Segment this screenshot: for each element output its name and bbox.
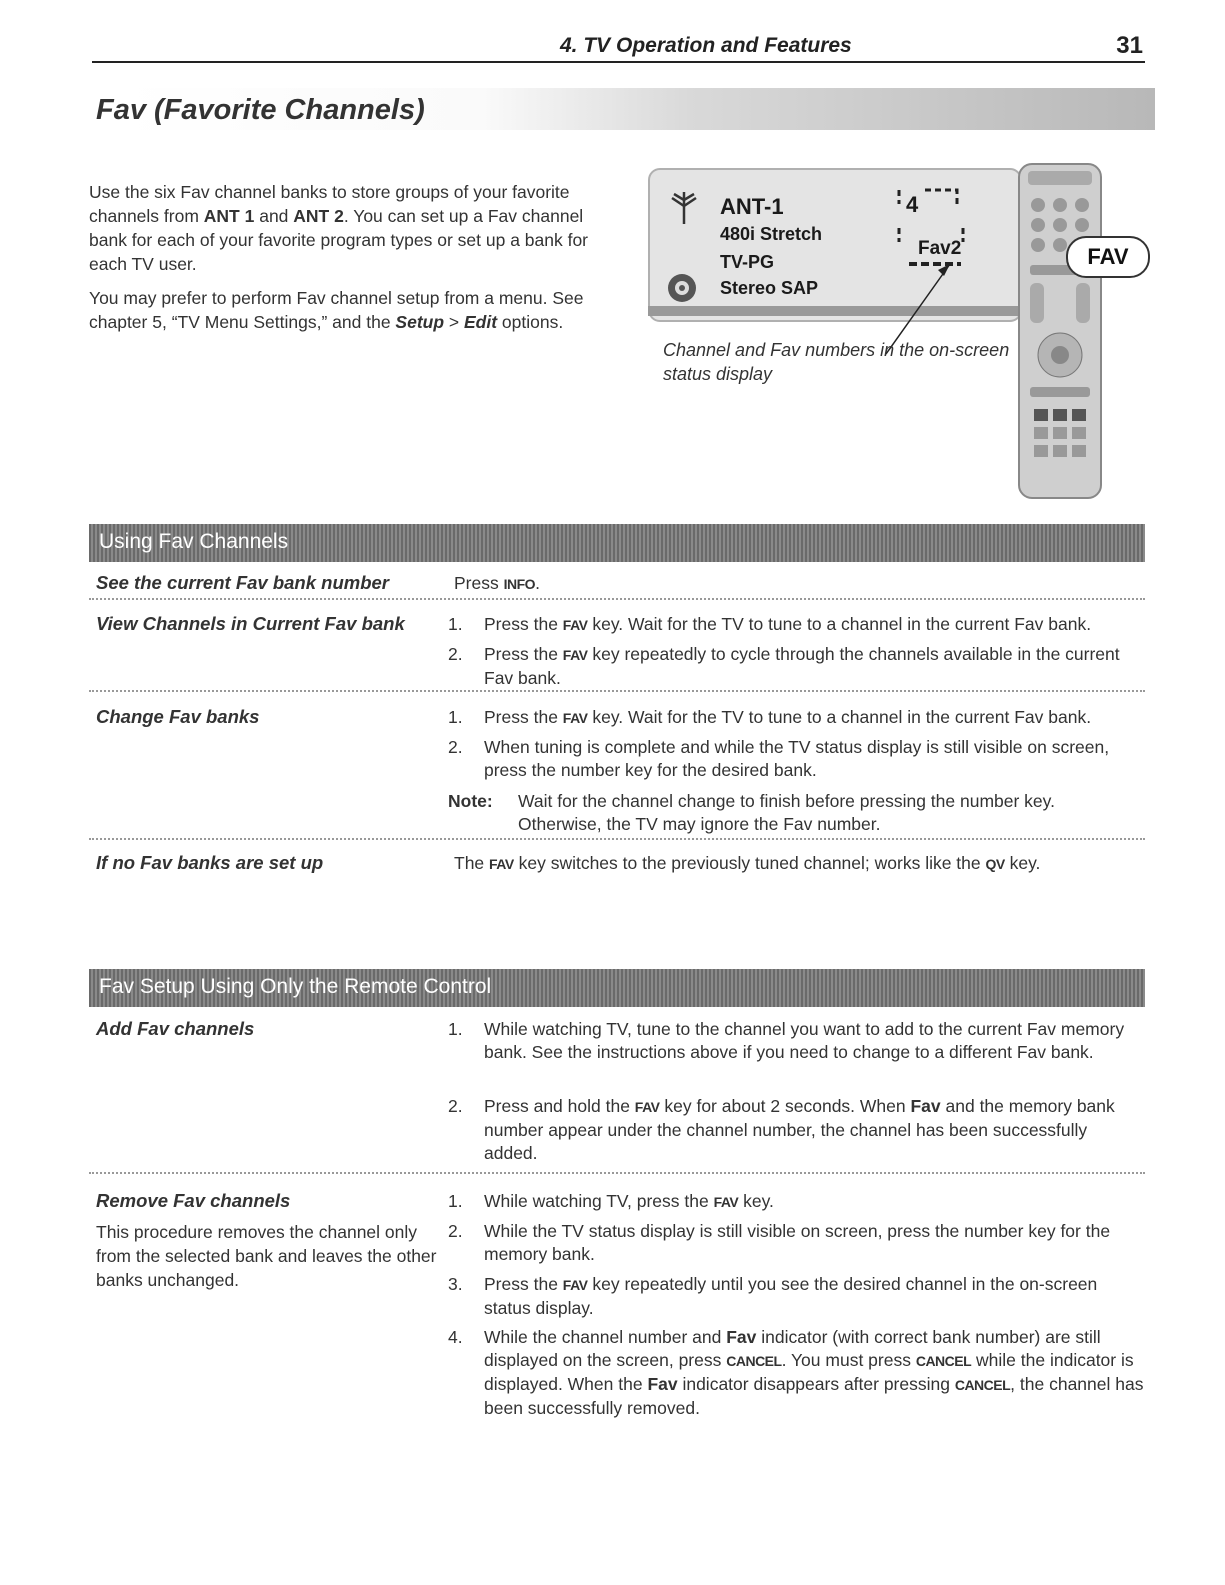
fav-word: Fav [910,1096,941,1116]
osd-audio-label: Stereo SAP [720,278,819,298]
header-rule [92,61,1145,63]
intro-text [89,180,609,344]
row-divider [89,838,1145,840]
item-text: While watching TV, tune to the channel you want to add to the current Fav memory bank. See the instructions above if you need to change to a different Fav bank. [484,1019,1125,1062]
row-label: View Channels in Current Fav bank [96,613,405,634]
edit-label: Edit [464,312,498,332]
item-text-part: indicator disappears after pressing [677,1374,955,1394]
osd-format-label: 480i Stretch [720,224,823,244]
intro-p2-text: You may prefer to perform Fav channel setup from a menu. See chapter 5, “TV Menu Settings,” and the [89,288,584,332]
item-text-part: key. Wait for the TV to tune to a channel in the current Fav bank. [587,707,1092,727]
intro-p2-text-2: options. [497,312,564,332]
fav-key-label: FAV [562,1277,588,1293]
antenna-icon [664,188,704,228]
item-text-part: Press the [484,644,563,664]
fav-key-label: FAV [562,647,588,663]
item-text-part: indicator (with correct bank number) are still displayed on the screen, press [484,1327,1101,1370]
figure-caption: Channel and Fav numbers in the on-screen status display [663,340,1010,384]
item-text-part: key for about 2 seconds. When [659,1096,911,1116]
desc-text: Press [454,573,504,593]
item-text-part: key repeatedly until you see the desired channel in the on-screen status display. [484,1274,1098,1318]
chapter-title: 4. TV Operation and Features [560,34,852,57]
desc-text: . [535,573,540,593]
intro-p1-text-2: . You can set up a Fav channel bank for each of your favorite program types or set up a bank for each TV user. [89,206,589,274]
item-number: 2. [448,644,463,664]
desc-text: key switches to the previously tuned channel; works like the [513,853,986,873]
desc-text: The [454,853,490,873]
ant1-label: ANT 1 [203,206,255,226]
item-number: 1. [448,614,463,634]
item-text [484,1190,1144,1214]
osd-rating-label: TV-PG [720,252,775,272]
table-title: Using Fav Channels [99,530,289,553]
setup-label: Setup [395,312,445,332]
intro-paragraph-2 [89,286,609,334]
item-number: 1. [448,1191,463,1211]
cancel-key-label: CANCEL [915,1353,972,1369]
table-banner-fav-setup [89,969,1145,1007]
item-text [484,1273,1144,1320]
item-number: 3. [448,1274,463,1294]
row-label: If no Fav banks are set up [96,852,324,873]
fav-key-callout: FAV [1066,236,1150,278]
fav-key-label: FAV [713,1194,739,1210]
row-sublabel: This procedure removes the channel only from the selected bank and leaves the other banks unchanged. [96,1222,437,1290]
desc-text: key. [1004,853,1041,873]
fav-key-label: FAV [489,856,514,872]
cancel-key-label: CANCEL [726,1353,782,1369]
item-text [484,643,1144,690]
fav-key-label: FAV [562,710,588,726]
item-text-part: , the channel has been successfully removed. [484,1374,1144,1418]
item-text-part: While the channel number and [484,1327,727,1347]
item-text-part: and the memory bank number appear under the channel number, the channel has been successfully added. [484,1096,1115,1163]
item-text-part: Press and hold the [484,1096,635,1116]
osd-input-label: ANT-1 [720,194,784,219]
fav-word: Fav [726,1327,757,1347]
row-label: Add Fav channels [96,1018,255,1039]
intro-p1-text: Use the six Fav channel banks to store groups of your favorite channels from [89,182,570,226]
item-text [484,1095,1144,1165]
item-text-part: key. [738,1191,774,1211]
row-label: Remove Fav channels [96,1190,291,1211]
section-title: Fav (Favorite Channels) [96,94,425,126]
fav-key-label: FAV [562,617,588,633]
item-number: 2. [448,737,463,757]
item-text [484,706,1144,730]
ant2-label: ANT 2 [293,206,344,226]
speaker-icon [664,270,700,306]
item-text-part: key. Wait for the TV to tune to a channel in the current Fav bank. [587,614,1092,634]
item-text-part: Press the [484,1274,563,1294]
row-divider [89,690,1145,692]
intro-p1-and: and [254,206,294,226]
table-title: Fav Setup Using Only the Remote Control [99,975,492,998]
cancel-key-label: CANCEL [954,1377,1011,1393]
row-label: Change Fav banks [96,706,260,727]
table-banner-using-fav [89,524,1145,562]
intro-paragraph-1 [89,180,609,276]
row-description [454,572,540,596]
remote-control-image [1018,163,1102,499]
item-text-part: Press the [484,707,563,727]
item-text [484,1326,1144,1420]
item-text: While the TV status display is still visible on screen, press the number key for the memory bank. [484,1221,1111,1264]
item-text [484,613,1144,637]
item-text-part: Press the [484,614,563,634]
onscreen-status-display [648,168,1022,322]
note-label: Note: [448,791,493,811]
item-text: When tuning is complete and while the TV status display is still visible on screen, press the number key for the desired bank. [484,737,1110,780]
row-description [454,852,1154,876]
qv-key-label: QV [985,856,1005,872]
page-number: 31 [1116,32,1143,59]
osd-fav-indicator: Fav2 [918,238,962,259]
osd-channel-number: 4 [906,192,919,217]
item-number: 2. [448,1221,463,1241]
item-text-part: while the indicator is displayed. When the [484,1350,1134,1394]
item-text-part: While watching TV, press the [484,1191,714,1211]
info-key-label: INFO [503,576,536,592]
osd-bottom-bar [648,306,1020,316]
item-number: 4. [448,1327,463,1347]
item-number: 1. [448,707,463,727]
row-label: See the current Fav bank number [96,572,390,593]
row-divider [89,598,1145,600]
item-text-part: . You must press [781,1350,916,1370]
note-text: Wait for the channel change to finish before pressing the number key. Otherwise, the TV may ignore the Fav number. [518,791,1055,834]
remote-buttons-icon [1020,165,1100,497]
item-number: 1. [448,1019,463,1039]
item-text-part: key repeatedly to cycle through the channels available in the current Fav bank. [484,644,1120,688]
fav-key-label: FAV [634,1099,660,1115]
fav-word: Fav [647,1374,678,1394]
menu-separator: > [444,312,464,332]
item-number: 2. [448,1096,463,1116]
row-divider [89,1172,1145,1174]
